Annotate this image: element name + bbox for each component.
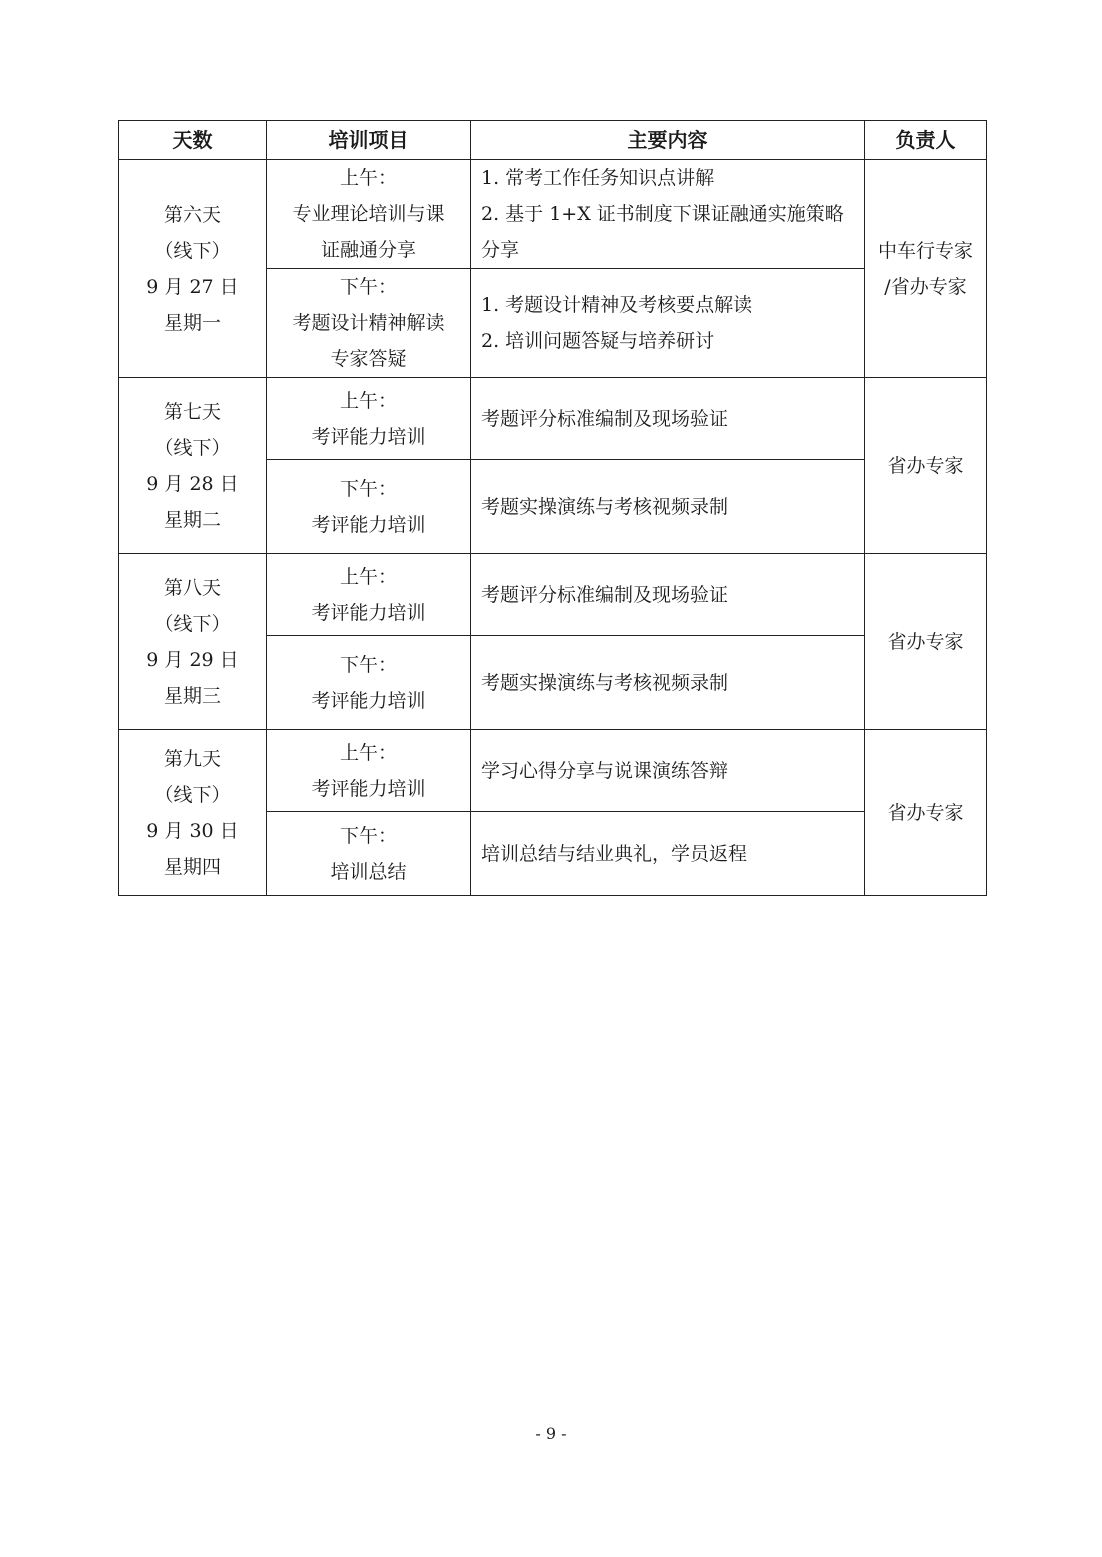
day-line: （线下） xyxy=(154,436,231,459)
responsible-line: 中车行专家 xyxy=(877,239,973,262)
training-item-cell xyxy=(267,636,471,730)
table-row xyxy=(119,378,987,460)
page-number: - 9 - xyxy=(535,1424,567,1443)
content-line: 培训总结与结业典礼，学员返程 xyxy=(481,842,748,865)
content-line: 1. 考题设计精神及考核要点解读 xyxy=(481,294,753,316)
training-item-line: 考题设计精神解读 xyxy=(292,312,445,334)
schedule-body xyxy=(119,160,987,896)
training-item-line: 下午： xyxy=(339,477,397,500)
training-item-line: 证融通分享 xyxy=(320,239,416,261)
day-cell xyxy=(119,554,267,730)
responsible-cell xyxy=(865,730,987,896)
content-cell xyxy=(471,378,865,460)
training-item-cell xyxy=(267,160,471,269)
content-line: 1. 常考工作任务知识点讲解 xyxy=(481,167,715,189)
day-line: 第七天 xyxy=(163,400,221,423)
training-item-cell xyxy=(267,378,471,460)
training-item-line: 考评能力培训 xyxy=(311,689,426,712)
content-cell xyxy=(471,554,865,636)
training-item-line: 考评能力培训 xyxy=(311,777,426,800)
day-line: 星期二 xyxy=(163,508,221,531)
day-line: （线下） xyxy=(154,612,231,635)
responsible-line: /省办专家 xyxy=(884,275,967,298)
content-line: 考题实操演练与考核视频录制 xyxy=(481,671,729,694)
content-cell xyxy=(471,160,865,269)
day-line: 第九天 xyxy=(163,747,221,770)
responsible-cell xyxy=(865,160,987,378)
content-cell xyxy=(471,730,865,812)
training-item-line: 专业理论培训与课 xyxy=(292,203,445,225)
header-content: 主要内容 xyxy=(471,121,865,160)
day-line: 9 月 27 日 xyxy=(146,275,239,298)
day-line: 9 月 30 日 xyxy=(146,819,239,842)
training-item-cell xyxy=(267,812,471,896)
training-item-cell xyxy=(267,730,471,812)
training-item-line: 专家答疑 xyxy=(330,348,407,370)
day-line: 星期四 xyxy=(163,855,221,878)
content-cell xyxy=(471,460,865,554)
content-line: 学习心得分享与说课演练答辩 xyxy=(481,759,729,782)
day-line: 9 月 29 日 xyxy=(146,648,239,671)
training-item-line: 下午： xyxy=(339,653,397,676)
table-row xyxy=(119,554,987,636)
content-line: 2. 基于 1+X 证书制度下课证融通实施策略 xyxy=(481,203,844,225)
day-cell xyxy=(119,378,267,554)
responsible-cell xyxy=(865,554,987,730)
content-line: 2. 培训问题答疑与培养研讨 xyxy=(481,330,715,352)
responsible-line: 省办专家 xyxy=(887,801,964,824)
day-line: （线下） xyxy=(154,783,231,806)
content-line: 考题实操演练与考核视频录制 xyxy=(481,495,729,518)
responsible-line: 省办专家 xyxy=(887,454,964,477)
training-item-line: 上午： xyxy=(339,167,397,189)
training-item-line: 考评能力培训 xyxy=(311,513,426,536)
training-item-line: 上午： xyxy=(339,565,397,588)
training-item-line: 考评能力培训 xyxy=(311,601,426,624)
day-cell xyxy=(119,730,267,896)
day-line: （线下） xyxy=(154,239,231,262)
responsible-line: 省办专家 xyxy=(887,630,964,653)
training-item-line: 考评能力培训 xyxy=(311,425,426,448)
schedule-table xyxy=(118,120,987,896)
header-day: 天数 xyxy=(119,121,267,160)
day-cell xyxy=(119,160,267,378)
day-line: 9 月 28 日 xyxy=(146,472,239,495)
day-line: 第六天 xyxy=(163,203,221,226)
training-item-line: 上午： xyxy=(339,741,397,764)
header-responsible: 负责人 xyxy=(865,121,987,160)
content-cell xyxy=(471,636,865,730)
table-row xyxy=(119,160,987,269)
responsible-cell xyxy=(865,378,987,554)
day-line: 第八天 xyxy=(163,576,221,599)
day-line: 星期一 xyxy=(163,311,221,334)
training-item-line: 下午： xyxy=(339,276,397,298)
content-line: 考题评分标准编制及现场验证 xyxy=(481,407,729,430)
table-row xyxy=(119,730,987,812)
content-line: 考题评分标准编制及现场验证 xyxy=(481,583,729,606)
header-item: 培训项目 xyxy=(267,121,471,160)
content-cell xyxy=(471,812,865,896)
content-cell xyxy=(471,269,865,378)
training-item-cell xyxy=(267,460,471,554)
header-row xyxy=(119,121,987,160)
training-item-cell xyxy=(267,554,471,636)
day-line: 星期三 xyxy=(163,684,221,707)
training-item-line: 培训总结 xyxy=(330,860,407,883)
training-item-line: 上午： xyxy=(339,389,397,412)
training-item-cell xyxy=(267,269,471,378)
content-line: 分享 xyxy=(481,239,520,261)
training-item-line: 下午： xyxy=(339,824,397,847)
